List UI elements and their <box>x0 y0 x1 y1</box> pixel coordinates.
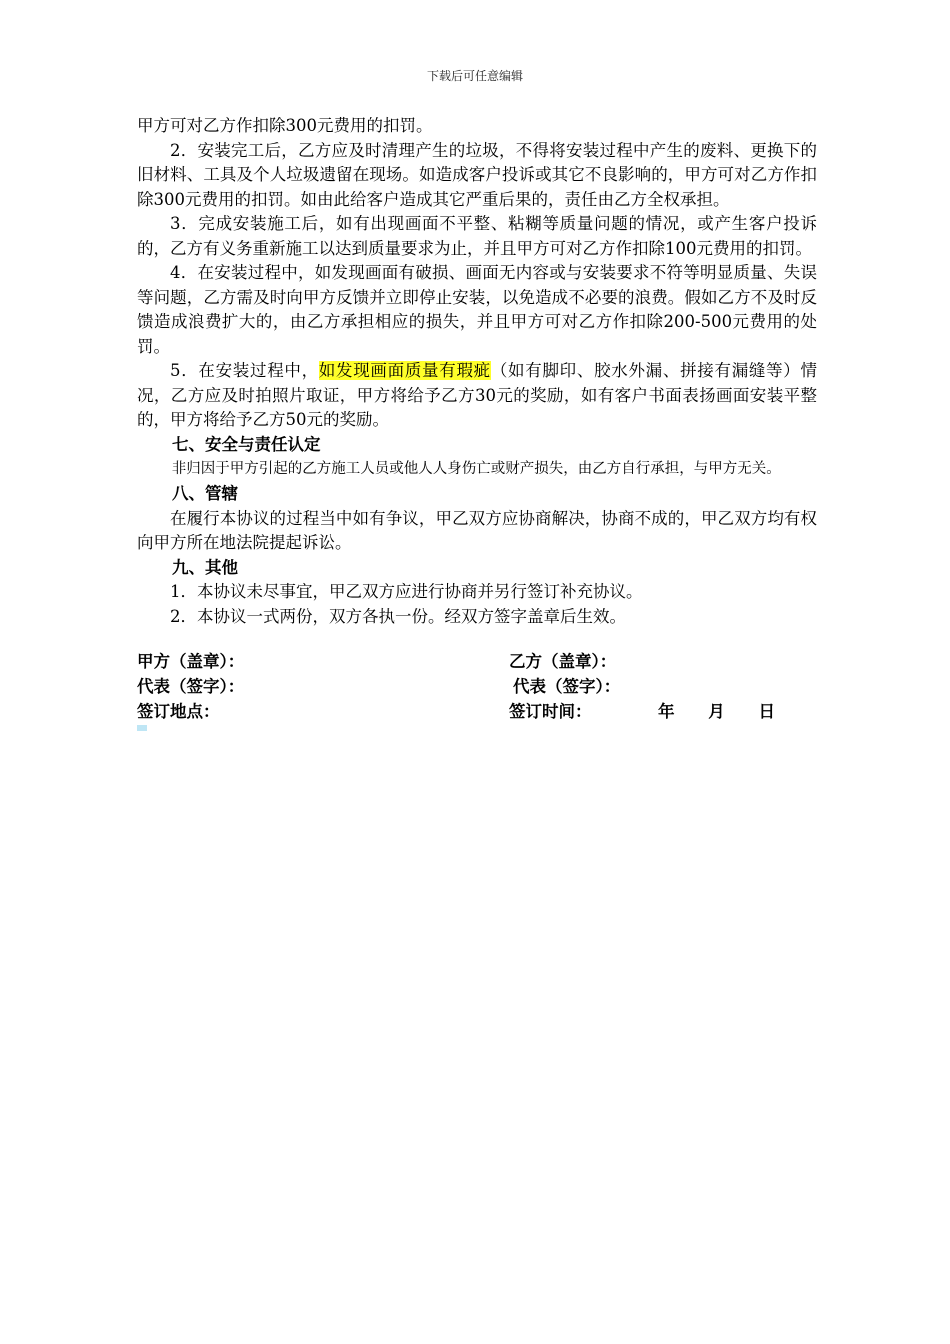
signature-row-representative <box>137 674 817 699</box>
section-9-item-1: 1．本协议未尽事宜，甲乙双方应进行协商并另行签订补充协议。 <box>170 582 643 601</box>
section-8-text: 在履行本协议的过程当中如有争议，甲乙双方应协商解决，协商不成的，甲乙双方均有权向甲方所在地法院提起诉讼。 <box>137 508 817 552</box>
document-body <box>137 114 817 724</box>
paragraph-5 <box>137 359 817 433</box>
signing-place-label: 签订地点： <box>137 702 220 721</box>
party-b-rep-label: 代表（签字）： <box>513 677 621 696</box>
signature-row-seal <box>137 649 817 674</box>
paragraph-2: 2．安装完工后，乙方应及时清理产生的垃圾，不得将安装过程中产生的废料、更换下的旧材料、工具及个人垃圾遗留在现场。如造成客户投诉或其它不良影响的，甲方可对乙方作扣除300元费用的扣罚。如由此给客户造成其它严重后果的，责任由乙方全权承担。 <box>137 140 817 209</box>
party-b-seal-label: 乙方（盖章）： <box>509 652 617 671</box>
page-header-note: 下载后可任意编辑 <box>426 69 523 83</box>
paragraph-3: 3．完成安装施工后，如有出现画面不平整、粘糊等质量问题的情况，或产生客户投诉的，乙方有义务重新施工以达到质量要求为止，并且甲方可对乙方作扣除100元费用的扣罚。 <box>137 214 817 258</box>
section-9-heading: 九、其他 <box>172 557 238 577</box>
signature-row-place-time <box>137 699 817 724</box>
paragraph-4: 4．在安装过程中，如发现画面有破损、画面无内容或与安装要求不符等明显质量、失误等问题，乙方需及时向甲方反馈并立即停止安装，以免造成不必要的浪费。假如乙方不及时反馈造成浪费扩大的，由乙方承担相应的损失，并且甲方可对乙方作扣除200-500元费用的处罚。 <box>137 263 817 356</box>
day-label: 日 <box>758 702 775 721</box>
year-label: 年 <box>658 702 675 721</box>
paragraph-5-before: 5．在安装过程中， <box>170 361 319 380</box>
party-a-rep-label: 代表（签字）： <box>137 677 245 696</box>
section-8-heading: 八、管辖 <box>172 484 238 503</box>
month-label: 月 <box>708 702 725 721</box>
date-fields <box>658 699 803 724</box>
paragraph-1: 甲方可对乙方作扣除300元费用的扣罚。 <box>137 116 433 135</box>
text-cursor-marker <box>137 725 147 731</box>
section-9-item-2: 2．本协议一式两份，双方各执一份。经双方签字盖章后生效。 <box>170 606 626 626</box>
section-7-text: 非归因于甲方引起的乙方施工人员或他人人身伤亡或财产损失，由乙方自行承担，与甲方无关。 <box>171 461 781 477</box>
paragraph-5-after: （如有脚印、胶水外漏、拼接有漏缝等）情况，乙方应及时拍照片取证，甲方将给予乙方30元的奖励，如有客户书面表扬画面安装平整的，甲方将给予乙方50元的奖励。 <box>137 361 818 429</box>
section-7-heading: 七、安全与责任认定 <box>172 434 321 454</box>
signing-time-label: 签订时间： <box>509 702 592 721</box>
highlighted-text: 如发现画面质量有瑕疵 <box>318 361 491 380</box>
party-a-seal-label: 甲方（盖章）： <box>137 652 245 671</box>
